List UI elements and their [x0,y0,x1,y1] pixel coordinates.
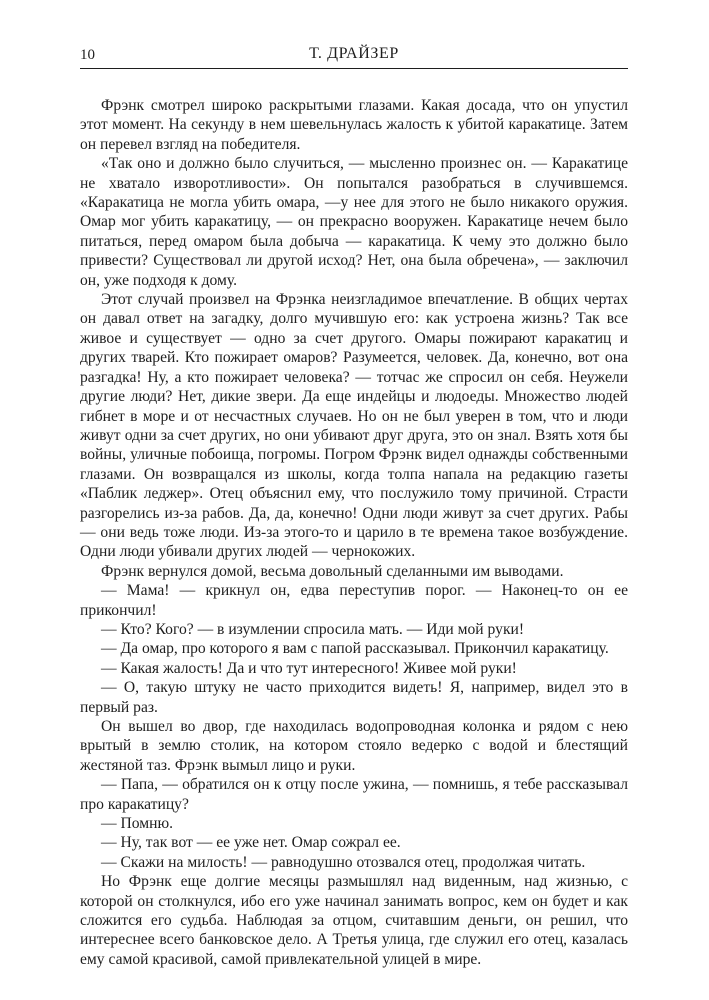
page-number: 10 [80,47,95,63]
body-text [80,96,628,969]
dialogue-line: — Кто? Кого? — в изумлении спросила мать. — Иди мой руки! [101,620,525,638]
paragraph: Фрэнк вернулся домой, весьма довольный сделанными им выводами. [101,562,564,580]
running-title: Т. ДРАЙЗЕР [309,45,399,62]
paragraph: Фрэнк смотрел широко раскрытыми глазами. Какая досада, что он упустил этот момент. На секунду в нем шевельнулась жалость к убитой каракатице. Затем он перевел взгляд на победителя. [80,97,628,153]
dialogue-line: — Да омар, про которого я вам с папой рассказывал. Прикончил каракатицу. [101,640,609,658]
dialogue-line: — Скажи на милость! — равнодушно отозвался отец, продолжая читать. [101,853,586,871]
dialogue-line: — Помню. [101,815,174,833]
paragraph: Этот случай произвел на Фрэнка неизгладимое впечатление. В общих чертах он давал ответ на загадку, долго мучившую его: как устроена жизнь? Так все живое и существует — одно за счет другого. Омары пожирают каракатиц и других тварей. Кто пожирает омаров? Разумеется, человек. Да, конечно, вот она разгадка! Ну, а кто пожирает человека? — тотчас же спросил он себя. Неужели другие люди? Нет, дикие звери. Да еще индейцы и людоеды. Множество людей гибнет в море и от несчастных случаев. Но он не был уверен в том, что и люди живут одни за счет других, но они убивают друг друга, это он знал. Взять хотя бы войны, уличные побоища, погромы. Погром Фрэнк видел однажды собственными глазами. Он возвращался из школы, когда толпа напала на редакцию газеты «Паблик леджер». Отец объяснил ему, что послужило тому причиной. Страсти разгорелись из-за рабов. Да, да, конечно! Одни люди живут за счет других. Рабы — они ведь тоже люди. Из-за этого-то и царило в те времена такое возбуждение. Одни люди убивали других людей — чернокожих. [80,291,628,561]
running-header [80,44,628,69]
dialogue-line: — Ну, так вот — ее уже нет. Омар сожрал ее. [101,834,401,852]
dialogue-line: — Какая жалость! Да и что тут интересного! Живее мой руки! [101,659,517,677]
dialogue-line: — Папа, — обратился он к отцу после ужина, — помнишь, я тебе рассказывал про каракатицу? [80,776,628,813]
paragraph: «Так оно и должно было случиться, — мысленно произнес он. — Каракатице не хватало изворотливости». Он попытался разобраться в случившемся. «Каракатица не могла убить омара, —у нее для этого не было никакого оружия. Омар мог убить каракатицу, — он прекрасно вооружен. Каракатице нечем было питаться, перед омаром была добыча — каракатица. К чему это должно было привести? Существовал ли другой исход? Нет, она была обречена», — заключил он, уже подходя к дому. [80,155,628,289]
paragraph: Он вышел во двор, где находилась водопроводная колонка и рядом с нею врытый в землю столик, на котором стояло ведерко с водой и блестящий жестяной таз. Фрэнк вымыл лицо и руки. [80,718,628,774]
paragraph: Но Фрэнк еще долгие месяцы размышлял над виденным, над жизнью, с которой он столкнулся, ибо его уже начинал занимать вопрос, кем он будет и как сложится его судьба. Наблюдая за отцом, считавшим деньги, он решил, что интереснее всего банковское дело. А Третья улица, где служил его отец, казалась ему самой красивой, самой привлекательной улицей в мире. [80,873,628,968]
dialogue-line: — Мама! — крикнул он, едва переступив порог. — Наконец-то он ее прикончил! [80,582,628,619]
dialogue-line: — О, такую штуку не часто приходится видеть! Я, например, видел это в первый раз. [80,679,628,716]
